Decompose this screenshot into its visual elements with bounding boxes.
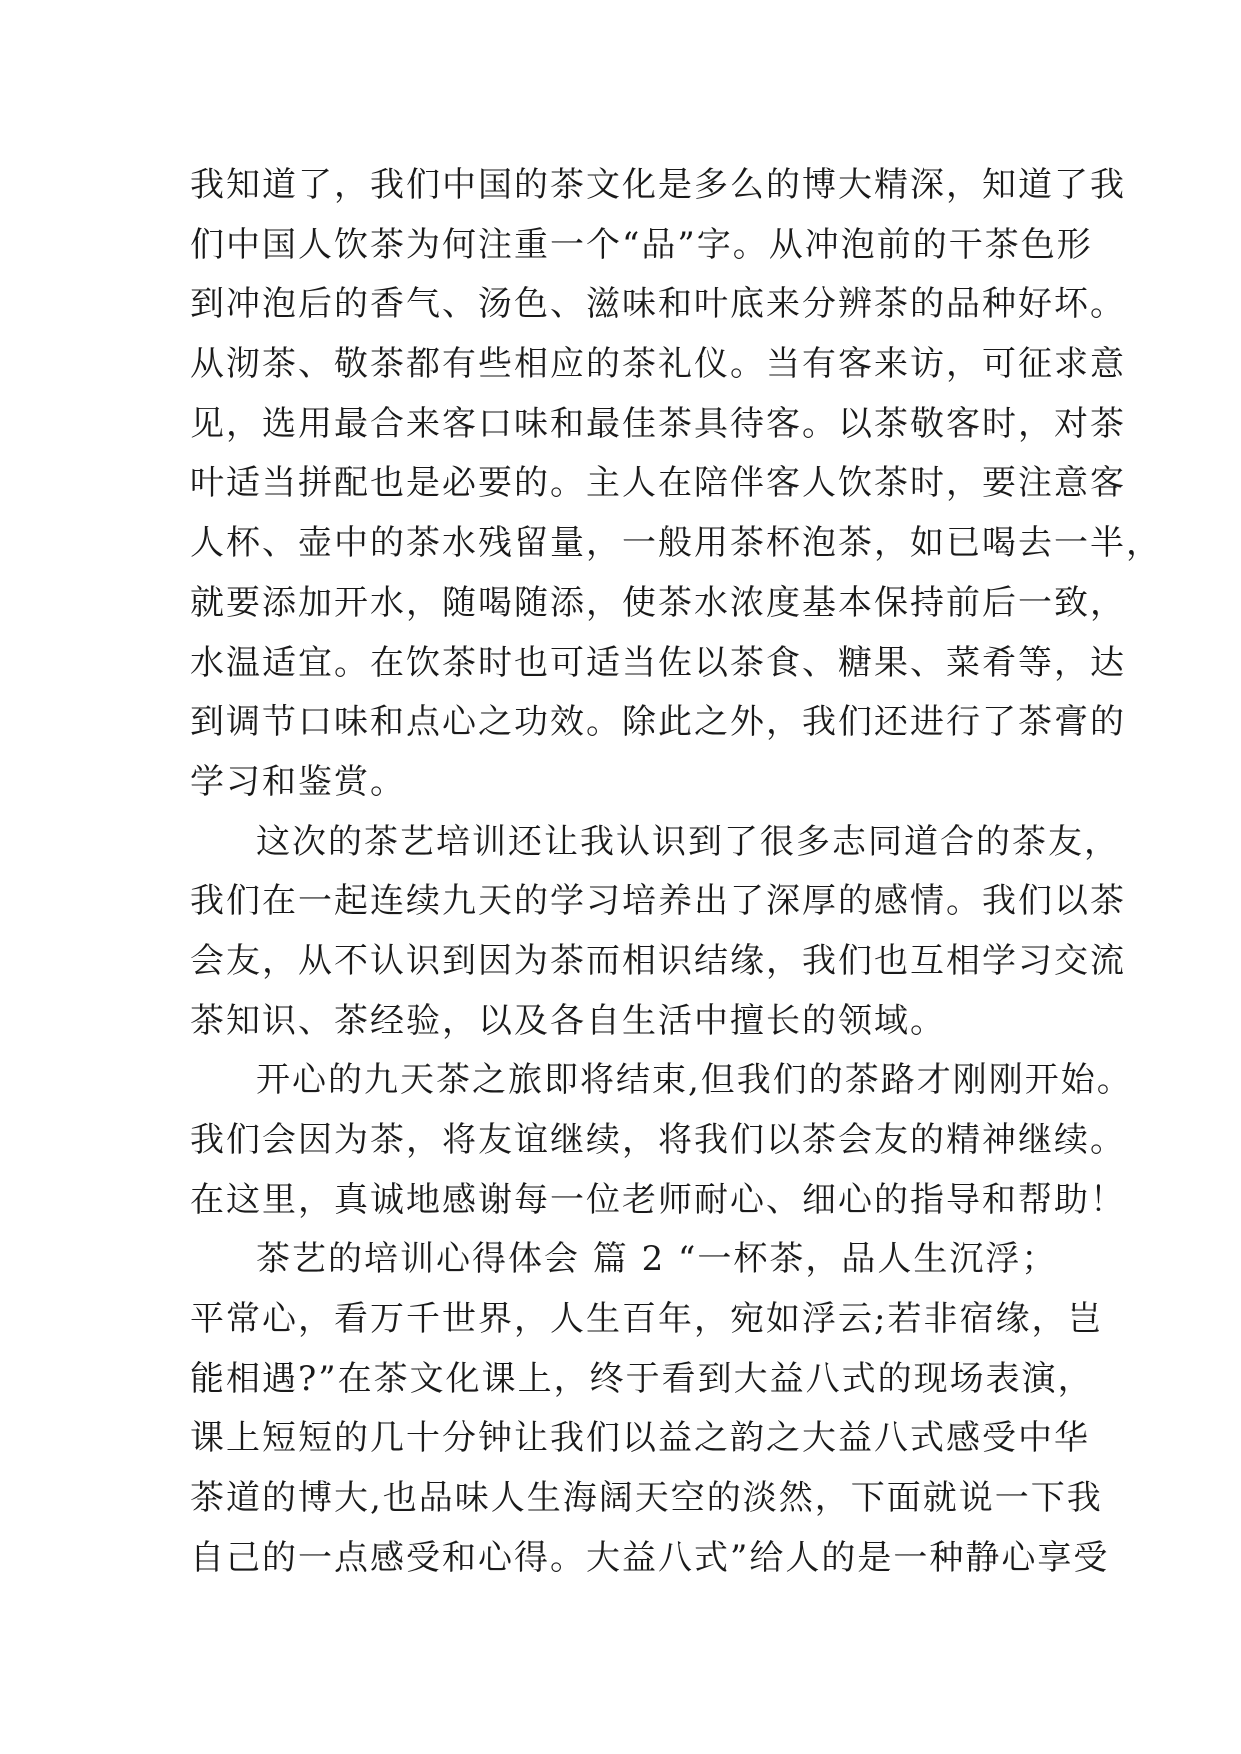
text-line: 开心的九天茶之旅即将结束,但我们的茶路才刚刚开始。 (256, 1060, 1133, 1101)
text-line: 平常心，看万千世界，人生百年，宛如浮云;若非宿缘，岂 (190, 1299, 1104, 1340)
text-line: 到调节口味和点心之功效。除此之外，我们还进行了茶膏的 (190, 702, 1126, 743)
text-line: 们中国人饮茶为何注重一个“品”字。从冲泡前的干茶色形 (190, 224, 1093, 265)
text-line: 我们在一起连续九天的学习培养出了深厚的感情。我们以茶 (190, 881, 1126, 922)
text-line: 能相遇?”在茶文化课上，终于看到大益八式的现场表演， (190, 1358, 1094, 1399)
text-line: 到冲泡后的香气、汤色、滋味和叶底来分辨茶的品种好坏。 (190, 284, 1126, 325)
text-line: 从沏茶、敬茶都有些相应的茶礼仪。当有客来访，可征求意 (190, 344, 1126, 385)
text-line: 茶艺的培训心得体会 篇 2 “一杯茶，品人生沉浮； (256, 1239, 1058, 1280)
text-line: 学习和鉴赏。 (190, 761, 406, 802)
text-line: 课上短短的几十分钟让我们以益之韵之大益八式感受中华 (190, 1418, 1090, 1459)
text-line: 我们会因为茶，将友谊继续，将我们以茶会友的精神继续。 (190, 1120, 1126, 1160)
text-line: 自己的一点感受和心得。大益八式”给人的是一种静心享受 (190, 1537, 1110, 1578)
text-line: 人杯、壶中的茶水残留量，一般用茶杯泡茶，如已喝去一半， (190, 523, 1162, 564)
text-line: 在这里，真诚地感谢每一位老师耐心、细心的指导和帮助！ (190, 1179, 1126, 1220)
text-line: 我知道了，我们中国的茶文化是多么的博大精深，知道了我 (190, 165, 1126, 205)
text-line: 见，选用最合来客口味和最佳茶具待客。以茶敬客时，对茶 (190, 403, 1126, 444)
text-line: 叶适当拼配也是必要的。主人在陪伴客人饮茶时，要注意客 (190, 463, 1126, 504)
text-line: 就要添加开水，随喝随添，使茶水浓度基本保持前后一致， (190, 582, 1126, 623)
text-line: 会友，从不认识到因为茶而相识结缘，我们也互相学习交流 (190, 940, 1126, 981)
text-line: 这次的茶艺培训还让我认识到了很多志同道合的茶友， (256, 821, 1120, 862)
text-line: 茶知识、茶经验，以及各自生活中擅长的领域。 (190, 1000, 946, 1041)
document-body (190, 156, 1162, 1589)
text-line: 水温适宜。在饮茶时也可适当佐以茶食、糖果、菜肴等，达 (190, 642, 1126, 683)
text-line: 茶道的博大,也品味人生海阔天空的淡然，下面就说一下我 (190, 1478, 1103, 1519)
